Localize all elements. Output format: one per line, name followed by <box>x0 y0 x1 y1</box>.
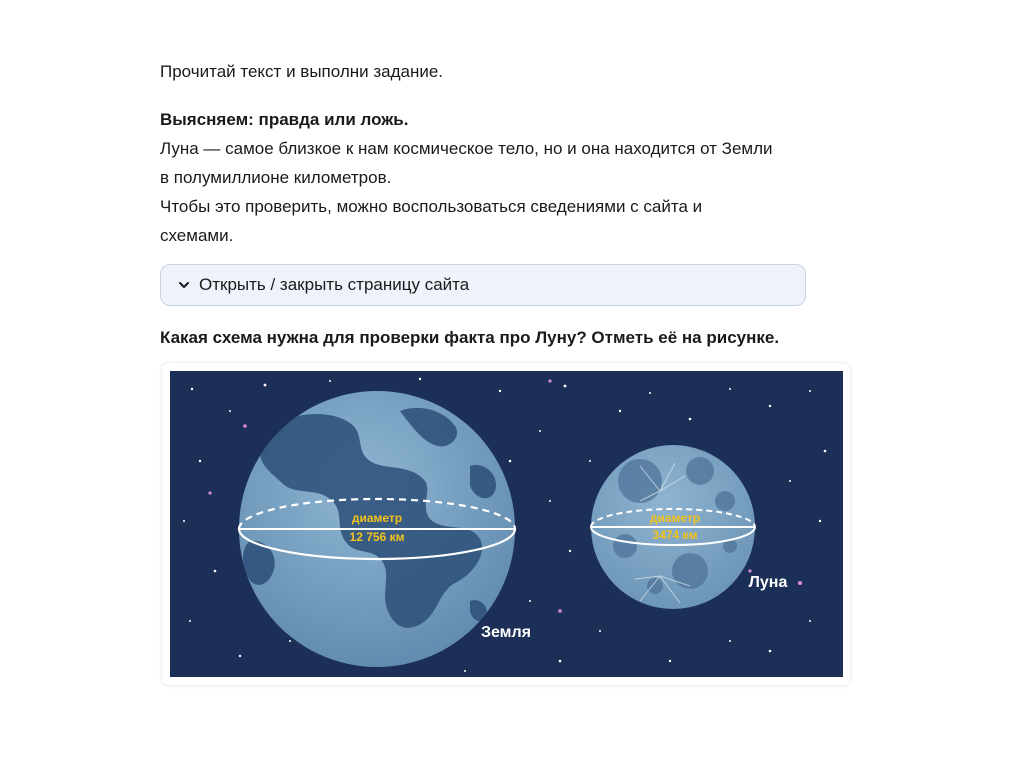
moon-name: Луна <box>748 574 788 591</box>
open-close-site-page-toggle[interactable] <box>160 264 806 306</box>
task-content <box>160 58 860 367</box>
task-heading: Выясняем: правда или ложь. <box>160 110 409 129</box>
earth-diameter-value: 12 756 км <box>349 530 405 544</box>
moon-diameter-label: диаметр <box>649 511 701 525</box>
earth-diameter-label: диаметр <box>351 511 403 525</box>
earth-name: Земля <box>480 624 532 641</box>
task-line-2: в полумиллионе километров. <box>160 168 392 187</box>
question-text: Какая схема нужна для проверки факта про Луну? Отметь её на рисунке. <box>160 328 780 347</box>
moon-diameter-value: 3474 км <box>652 528 698 542</box>
task-line-4: схемами. <box>160 226 234 245</box>
chevron-down-icon <box>175 276 193 294</box>
task-text-block <box>160 105 860 250</box>
figure-card <box>162 363 850 685</box>
task-line-3: Чтобы это проверить, можно воспользоваться сведениями с сайта и <box>160 197 703 216</box>
task-line-1: Луна — самое близкое к нам космическое тело, но и она находится от Земли <box>160 139 773 158</box>
earth-moon-diagram[interactable] <box>170 371 843 677</box>
accordion-label: Открыть / закрыть страницу сайта <box>199 275 470 294</box>
intro-text: Прочитай текст и выполни задание. <box>160 62 444 81</box>
